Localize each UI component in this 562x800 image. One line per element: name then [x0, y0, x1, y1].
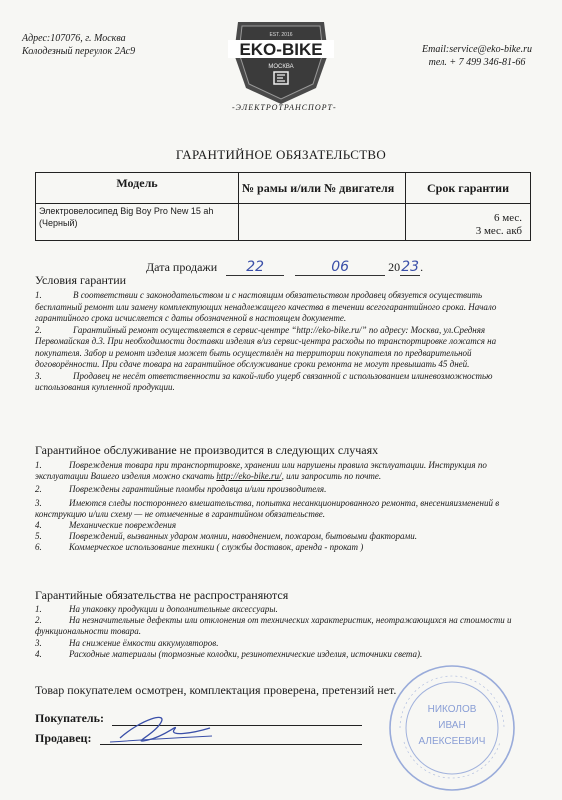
list-item: 6. Коммерческое использование техники ( службы доставок, аренда - прокат )	[35, 542, 364, 553]
list-item: 3. Имеются следы постороннего вмешательства, попытка несанкционированного ремонта, внесенияизменений в конструкцию и/или схему — не отмеченные в гарантийном обязательстве.	[35, 497, 500, 519]
header-model: Модель	[36, 173, 239, 204]
stamp-line-2: ИВАН	[438, 720, 466, 731]
exclusions-list	[35, 604, 530, 660]
list-item: 2. На незначительные дефекты или отклонения от технических характеристик, неотражающихся на стоимости и функциональности товара.	[35, 615, 512, 637]
sale-year-prefix: 20	[388, 260, 401, 274]
eko-bike-logo	[222, 10, 340, 108]
company-contacts	[422, 43, 532, 69]
list-item: 3. Продавец не несёт ответственности за какой-либо ущерб связанной с использованием илиневозможностью использования купленной продукции.	[35, 370, 493, 392]
list-item: 1. На упаковку продукции и дополнительные аксессуары.	[35, 604, 278, 614]
phone-text: тел. + 7 499 346-81-66	[428, 57, 526, 68]
list-item: 4. Механические повреждения	[35, 520, 177, 531]
exclusions-heading: Гарантийные обязательства не распространяются	[35, 588, 289, 602]
list-item: 5. Повреждений, вызванных ударом молнии, наводнением, пожаром, бытовыми факторами.	[35, 531, 418, 542]
seller-stamp	[386, 662, 518, 794]
list-item: 4. Расходные материалы (тормозные колодки, резинотехнические изделия, источники света).	[35, 648, 423, 659]
table-header-row	[36, 173, 531, 204]
stamp-line-3: АЛЕКСЕЕВИЧ	[418, 736, 486, 747]
list-item: 1. Повреждения товара при транспортировке, хранении или нарушены правила эксплуатации. Инструкция по эксплуатации Вашего изделия можно скачать http://eko-bike.ru/, или запросить по почте.	[35, 460, 487, 482]
sale-year-suffix: 23	[401, 259, 420, 275]
conditions-list	[35, 290, 525, 394]
not-covered-heading: Гарантийное обслуживание не производится в следующих случаях	[35, 443, 379, 457]
logo-city: МОСКВА	[268, 64, 294, 70]
stamp-line-1: НИКОЛОВ	[427, 704, 477, 715]
list-item: 2. Повреждены гарантийные пломбы продавца и/или производителя.	[35, 484, 327, 495]
term-line-2: 3 мес. акб	[475, 225, 522, 237]
email-text: Email:service@eko-bike.ru	[422, 44, 532, 55]
list-item: 2. Гарантийный ремонт осуществляется в сервис-центре “http://eko-bike.ru/” по адресу: Москва, ул.Средняя Первомайская д.3. При необходимости доставки изделия в/из сервис-центра расходы по транспортировке ложатся на покупателя. Забор и ремонт изделия может быть осуществлён на территории покупателя по предварительной договорённости. При сдаче товара на гарантийное обслуживание сроки ремонта не могут превышать 45 дней.	[35, 324, 497, 369]
sale-date-label: Дата продажи	[146, 260, 218, 274]
header-serial: № рамы и/или № двигателя	[239, 173, 406, 204]
sale-month: 06	[331, 259, 350, 275]
handwritten-signature	[100, 700, 220, 750]
table-row	[36, 204, 531, 241]
sale-date: Дата продажи 22 06 2023.	[146, 259, 424, 275]
logo-est: EST. 2016	[269, 32, 293, 38]
warranty-table	[35, 172, 531, 241]
address-line-2: Колодезный переулок 2Ас9	[22, 46, 136, 57]
buyer-label: Покупатель:	[35, 711, 104, 725]
list-item: 1. В соответствии с законодательством и с настоящим обязательством продавец обязуется осуществить бесплатный ремонт или замену комплектующих ненадлежащего качества в течении всегогарантийного срока. Начало гарантийного срока исчисляется с даты обозначенной в настоящем документе.	[35, 290, 497, 323]
logo-brand: EKO-BIKE	[239, 40, 323, 59]
manual-link[interactable]: http://eko-bike.ru/	[216, 471, 282, 482]
inspection-note: Товар покупателем осмотрен, комплектация проверена, претензий нет.	[35, 683, 397, 697]
logo-subtitle: -ЭЛЕКТРОТРАНСПОРТ-	[232, 103, 337, 112]
cell-model: Электровелосипед Big Boy Pro New 15 ah (Черный)	[36, 204, 239, 241]
document-title: ГАРАНТИЙНОЕ ОБЯЗАТЕЛЬСТВО	[175, 147, 387, 162]
seller-label: Продавец:	[35, 731, 92, 745]
cell-term	[406, 204, 531, 241]
header-term: Срок гарантии	[406, 173, 531, 204]
not-covered-list	[35, 460, 530, 554]
company-address	[22, 32, 135, 58]
address-line-1: Адрес:107076, г. Москва	[22, 33, 126, 44]
list-item: 3. На снижение ёмкости аккумуляторов.	[35, 637, 219, 648]
conditions-heading: Условия гарантии	[35, 273, 127, 287]
sale-day: 22	[246, 259, 265, 275]
term-line-1: 6 мес.	[494, 212, 522, 224]
cell-serial	[239, 204, 406, 241]
